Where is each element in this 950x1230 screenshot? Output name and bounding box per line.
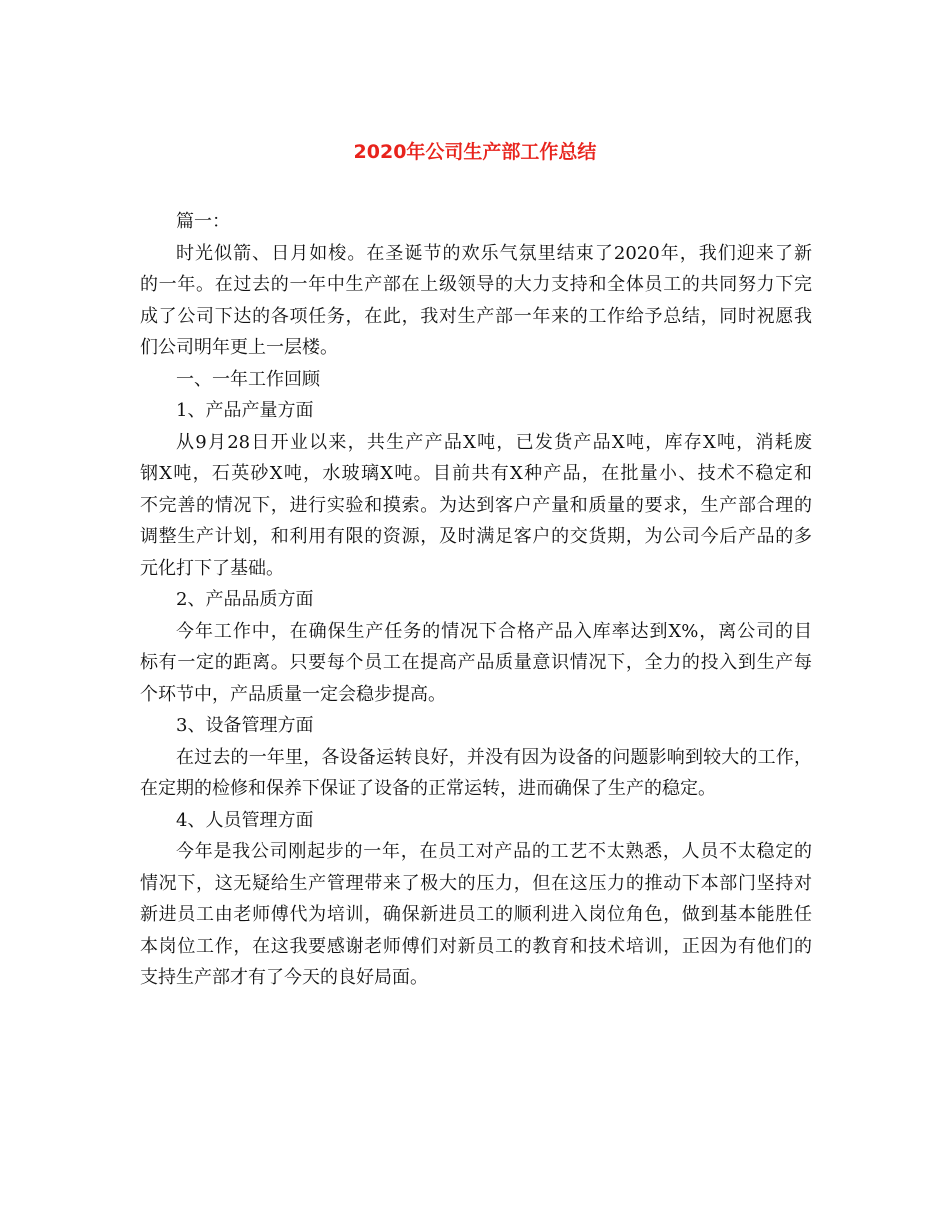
text-line: 3、设备管理方面 [176,715,314,736]
text-line: 不完善的情况下，进行实验和摸索。为达到客户产量和质量的要求，生产部合理的 [140,494,812,516]
text-line: 钢X吨，石英砂X吨，水玻璃X吨。目前共有X种产品，在批量小、技术不稳定和 [140,463,812,484]
text-line: 个环节中，产品质量一定会稳步提高。 [140,683,446,705]
text-line: 本岗位工作，在这我要感谢老师傅们对新员工的教育和技术培训，正因为有他们的 [140,935,812,957]
text-line: 元化打下了基础。 [140,557,284,579]
text-line: 今年工作中，在确保生产任务的情况下合格产品入库率达到X%，离公司的目 [176,620,812,642]
text-line: 支持生产部才有了今天的良好局面。 [140,967,428,988]
text-line: 篇一： [176,211,230,232]
text-line: 在定期的检修和保养下保证了设备的正常运转，进而确保了生产的稳定。 [140,778,716,799]
text-line: 1、产品产量方面 [176,400,314,421]
text-line: 新进员工由老师傅代为培训，确保新进员工的顺利进入岗位角色，做到基本能胜任 [140,904,812,925]
text-line: 一、一年工作回顾 [176,368,320,390]
text-line: 情况下，这无疑给生产管理带来了极大的压力，但在这压力的推动下本部门坚持对 [140,872,812,894]
text-line: 4、人员管理方面 [176,809,314,831]
text-line: 2、产品品质方面 [176,589,314,610]
document-title: 2020年公司生产部工作总结 [353,141,597,163]
document-body [140,206,812,994]
text-line: 调整生产计划，和利用有限的资源，及时满足客户的交货期，为公司今后产品的多 [140,526,812,547]
text-line: 的一年。在过去的一年中生产部在上级领导的大力支持和全体员工的共同努力下完 [140,274,812,295]
text-line: 从9月28日开业以来，共生产产品X吨，已发货产品X吨，库存X吨，消耗废 [176,431,812,453]
text-line: 成了公司下达的各项任务，在此，我对生产部一年来的工作给予总结，同时祝愿我 [140,305,812,327]
text-line: 标有一定的距离。只要每个员工在提高产品质量意识情况下，全力的投入到生产每 [140,652,812,673]
text-line: 在过去的一年里，各设备运转良好，并没有因为设备的问题影响到较大的工作， [176,746,812,768]
text-line: 们公司明年更上一层楼。 [140,337,338,358]
text-line: 时光似箭、日月如梭。在圣诞节的欢乐气氛里结束了2020年，我们迎来了新 [176,242,812,264]
text-line: 今年是我公司刚起步的一年，在员工对产品的工艺不太熟悉，人员不太稳定的 [176,841,812,862]
